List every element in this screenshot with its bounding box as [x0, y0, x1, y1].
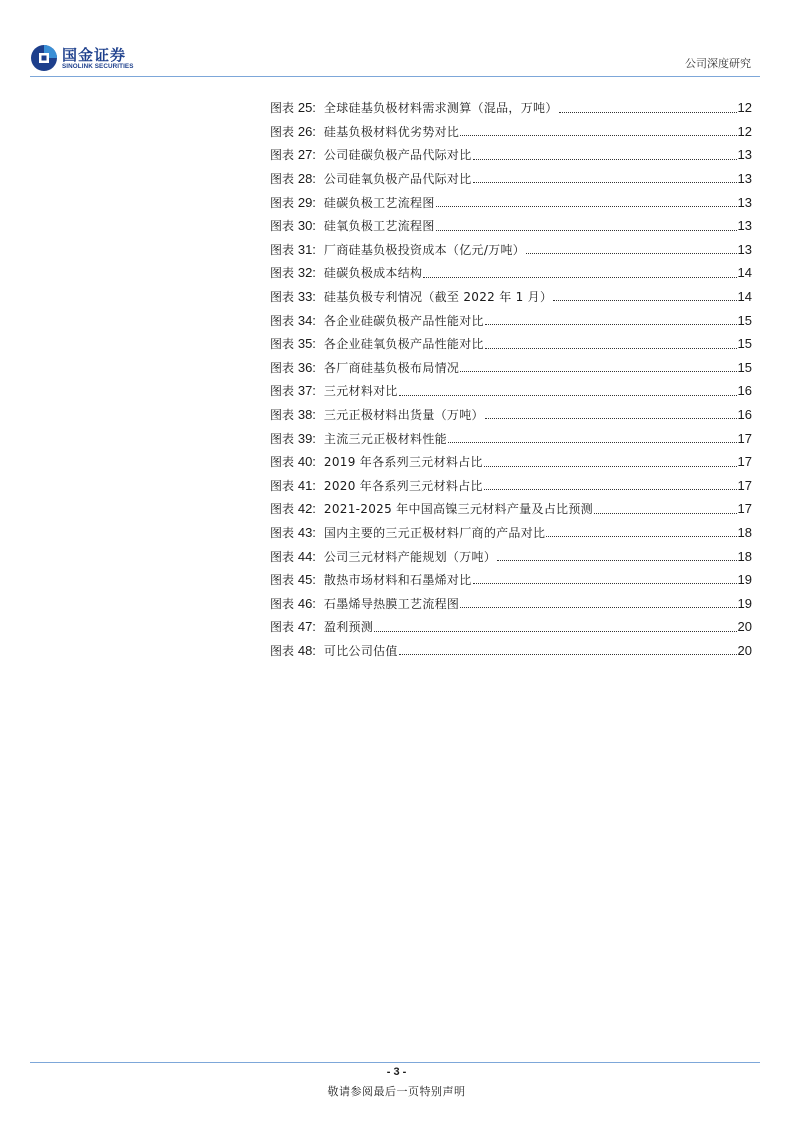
toc-entry-label: 图表 39: [270, 430, 316, 446]
toc-entry-title: 三元正极材料出货量（万吨） [323, 408, 484, 423]
toc-dot-leader [448, 442, 737, 443]
sinolink-logo-icon [30, 44, 58, 72]
footer-divider [30, 1062, 760, 1063]
toc-entry-label: 图表 28: [270, 171, 316, 187]
logo-chinese-name: 国金证券 [62, 46, 127, 64]
toc-entry[interactable] [270, 167, 752, 191]
toc-entry-title: 散热市场材料和石墨烯对比 [323, 573, 472, 588]
page-number: - 3 - [386, 1066, 407, 1078]
table-of-figures [270, 96, 752, 662]
toc-entry[interactable] [270, 521, 752, 545]
logo-english-name: SINOLINK SECURITIES [62, 63, 134, 70]
toc-entry[interactable] [270, 238, 752, 262]
toc-entry[interactable] [270, 308, 752, 332]
toc-entry-title: 各厂商硅基负极布局情况 [323, 360, 460, 375]
toc-entry[interactable] [270, 426, 752, 450]
toc-dot-leader [460, 607, 736, 608]
toc-entry-page: 18 [737, 548, 752, 564]
toc-entry-label: 图表 26: [270, 123, 316, 139]
toc-entry[interactable] [270, 450, 752, 474]
toc-entry[interactable] [270, 497, 752, 521]
toc-entry-title: 硅基负极专利情况（截至 2022 年 1 月） [323, 290, 553, 305]
toc-dot-leader [460, 371, 736, 372]
toc-entry-label: 图表 34: [270, 312, 316, 328]
toc-entry-title: 盈利预测 [323, 620, 374, 635]
toc-entry-title: 厂商硅基负极投资成本（亿元/万吨） [323, 242, 526, 257]
toc-dot-leader [436, 230, 737, 231]
toc-entry-title: 2021-2025 年中国高镍三元材料产量及占比预测 [323, 502, 593, 517]
company-logo [30, 44, 160, 74]
toc-dot-leader [423, 277, 736, 278]
toc-entry-label: 图表 30: [270, 218, 316, 234]
toc-entry-page: 13 [737, 241, 752, 257]
toc-entry-page: 13 [737, 194, 752, 210]
toc-entry[interactable] [270, 261, 752, 285]
toc-entry-label: 图表 40: [270, 454, 316, 470]
toc-dot-leader [559, 112, 737, 113]
toc-entry[interactable] [270, 379, 752, 403]
toc-entry[interactable] [270, 214, 752, 238]
toc-entry[interactable] [270, 285, 752, 309]
toc-entry-label: 图表 27: [270, 147, 316, 163]
toc-entry-title: 国内主要的三元正极材料厂商的产品对比 [323, 525, 546, 540]
toc-entry-label: 图表 35: [270, 336, 316, 352]
toc-entry-title: 主流三元正极材料性能 [323, 431, 447, 446]
toc-dot-leader [460, 135, 736, 136]
toc-entry-page: 20 [737, 642, 752, 658]
toc-dot-leader [399, 395, 737, 396]
toc-entry-page: 17 [737, 477, 752, 493]
toc-entry-title: 各企业硅氧负极产品性能对比 [323, 337, 484, 352]
toc-entry-title: 2019 年各系列三元材料占比 [323, 455, 483, 470]
toc-dot-leader [473, 583, 737, 584]
toc-entry-page: 20 [737, 619, 752, 635]
toc-entry-title: 公司三元材料产能规划（万吨） [323, 549, 497, 564]
toc-entry-title: 公司硅氧负极产品代际对比 [323, 172, 472, 187]
toc-entry-page: 18 [737, 524, 752, 540]
toc-entry-label: 图表 32: [270, 265, 316, 281]
toc-entry[interactable] [270, 544, 752, 568]
toc-entry[interactable] [270, 403, 752, 427]
toc-entry[interactable] [270, 474, 752, 498]
toc-entry-title: 硅碳负极工艺流程图 [323, 195, 435, 210]
toc-entry-label: 图表 42: [270, 501, 316, 517]
toc-entry-page: 13 [737, 218, 752, 234]
toc-entry-title: 公司硅碳负极产品代际对比 [323, 148, 472, 163]
toc-entry[interactable] [270, 591, 752, 615]
toc-dot-leader [473, 159, 737, 160]
toc-entry-title: 石墨烯导热膜工艺流程图 [323, 596, 460, 611]
toc-entry-title: 可比公司估值 [323, 643, 398, 658]
toc-dot-leader [526, 253, 736, 254]
toc-entry-page: 15 [737, 312, 752, 328]
toc-entry[interactable] [270, 96, 752, 120]
toc-dot-leader [497, 560, 736, 561]
toc-entry-label: 图表 43: [270, 524, 316, 540]
toc-entry-label: 图表 25: [270, 100, 316, 116]
toc-entry-label: 图表 45: [270, 572, 316, 588]
toc-entry-label: 图表 41: [270, 477, 316, 493]
toc-entry-page: 19 [737, 572, 752, 588]
toc-entry-title: 硅基负极材料优劣势对比 [323, 124, 460, 139]
toc-entry-page: 12 [737, 100, 752, 116]
toc-entry-label: 图表 46: [270, 595, 316, 611]
toc-dot-leader [485, 348, 737, 349]
toc-entry-label: 图表 38: [270, 407, 316, 423]
toc-entry-title: 硅碳负极成本结构 [323, 266, 423, 281]
toc-entry-label: 图表 37: [270, 383, 316, 399]
toc-entry[interactable] [270, 639, 752, 663]
toc-entry[interactable] [270, 143, 752, 167]
toc-entry[interactable] [270, 190, 752, 214]
toc-entry[interactable] [270, 332, 752, 356]
toc-entry-page: 14 [737, 265, 752, 281]
toc-entry-page: 15 [737, 359, 752, 375]
toc-entry-title: 硅氧负极工艺流程图 [323, 219, 435, 234]
toc-dot-leader [484, 489, 737, 490]
toc-entry-label: 图表 33: [270, 289, 316, 305]
toc-dot-leader [485, 324, 737, 325]
toc-dot-leader [399, 654, 737, 655]
toc-dot-leader [485, 418, 737, 419]
toc-entry-page: 16 [737, 383, 752, 399]
toc-entry-page: 14 [737, 289, 752, 305]
toc-entry-page: 17 [737, 430, 752, 446]
toc-entry-label: 图表 47: [270, 619, 316, 635]
toc-entry-label: 图表 44: [270, 548, 316, 564]
toc-entry-title: 全球硅基负极材料需求测算（混品，万吨） [323, 101, 558, 116]
toc-dot-leader [594, 513, 737, 514]
toc-entry-page: 17 [737, 501, 752, 517]
toc-entry-page: 16 [737, 407, 752, 423]
toc-entry-label: 图表 36: [270, 359, 316, 375]
toc-entry-page: 19 [737, 595, 752, 611]
toc-dot-leader [546, 536, 736, 537]
toc-entry[interactable] [270, 120, 752, 144]
toc-entry[interactable] [270, 568, 752, 592]
toc-entry-label: 图表 29: [270, 194, 316, 210]
toc-dot-leader [553, 300, 736, 301]
toc-entry-page: 17 [737, 454, 752, 470]
toc-entry-title: 2020 年各系列三元材料占比 [323, 478, 483, 493]
toc-entry-title: 各企业硅碳负极产品性能对比 [323, 313, 484, 328]
footer-disclaimer: 敬请参阅最后一页特别声明 [327, 1085, 466, 1098]
toc-dot-leader [436, 206, 737, 207]
toc-entry-title: 三元材料对比 [323, 384, 398, 399]
toc-dot-leader [374, 631, 736, 632]
toc-entry-page: 13 [737, 147, 752, 163]
toc-dot-leader [473, 182, 737, 183]
toc-entry-label: 图表 48: [270, 642, 316, 658]
toc-entry[interactable] [270, 615, 752, 639]
toc-entry-label: 图表 31: [270, 241, 316, 257]
toc-entry-page: 15 [737, 336, 752, 352]
report-type: 公司深度研究 [685, 57, 751, 70]
header-divider [30, 76, 760, 77]
toc-entry-page: 12 [737, 123, 752, 139]
toc-dot-leader [484, 466, 737, 467]
page-header [0, 0, 793, 80]
toc-entry[interactable] [270, 356, 752, 380]
toc-entry-page: 13 [737, 171, 752, 187]
